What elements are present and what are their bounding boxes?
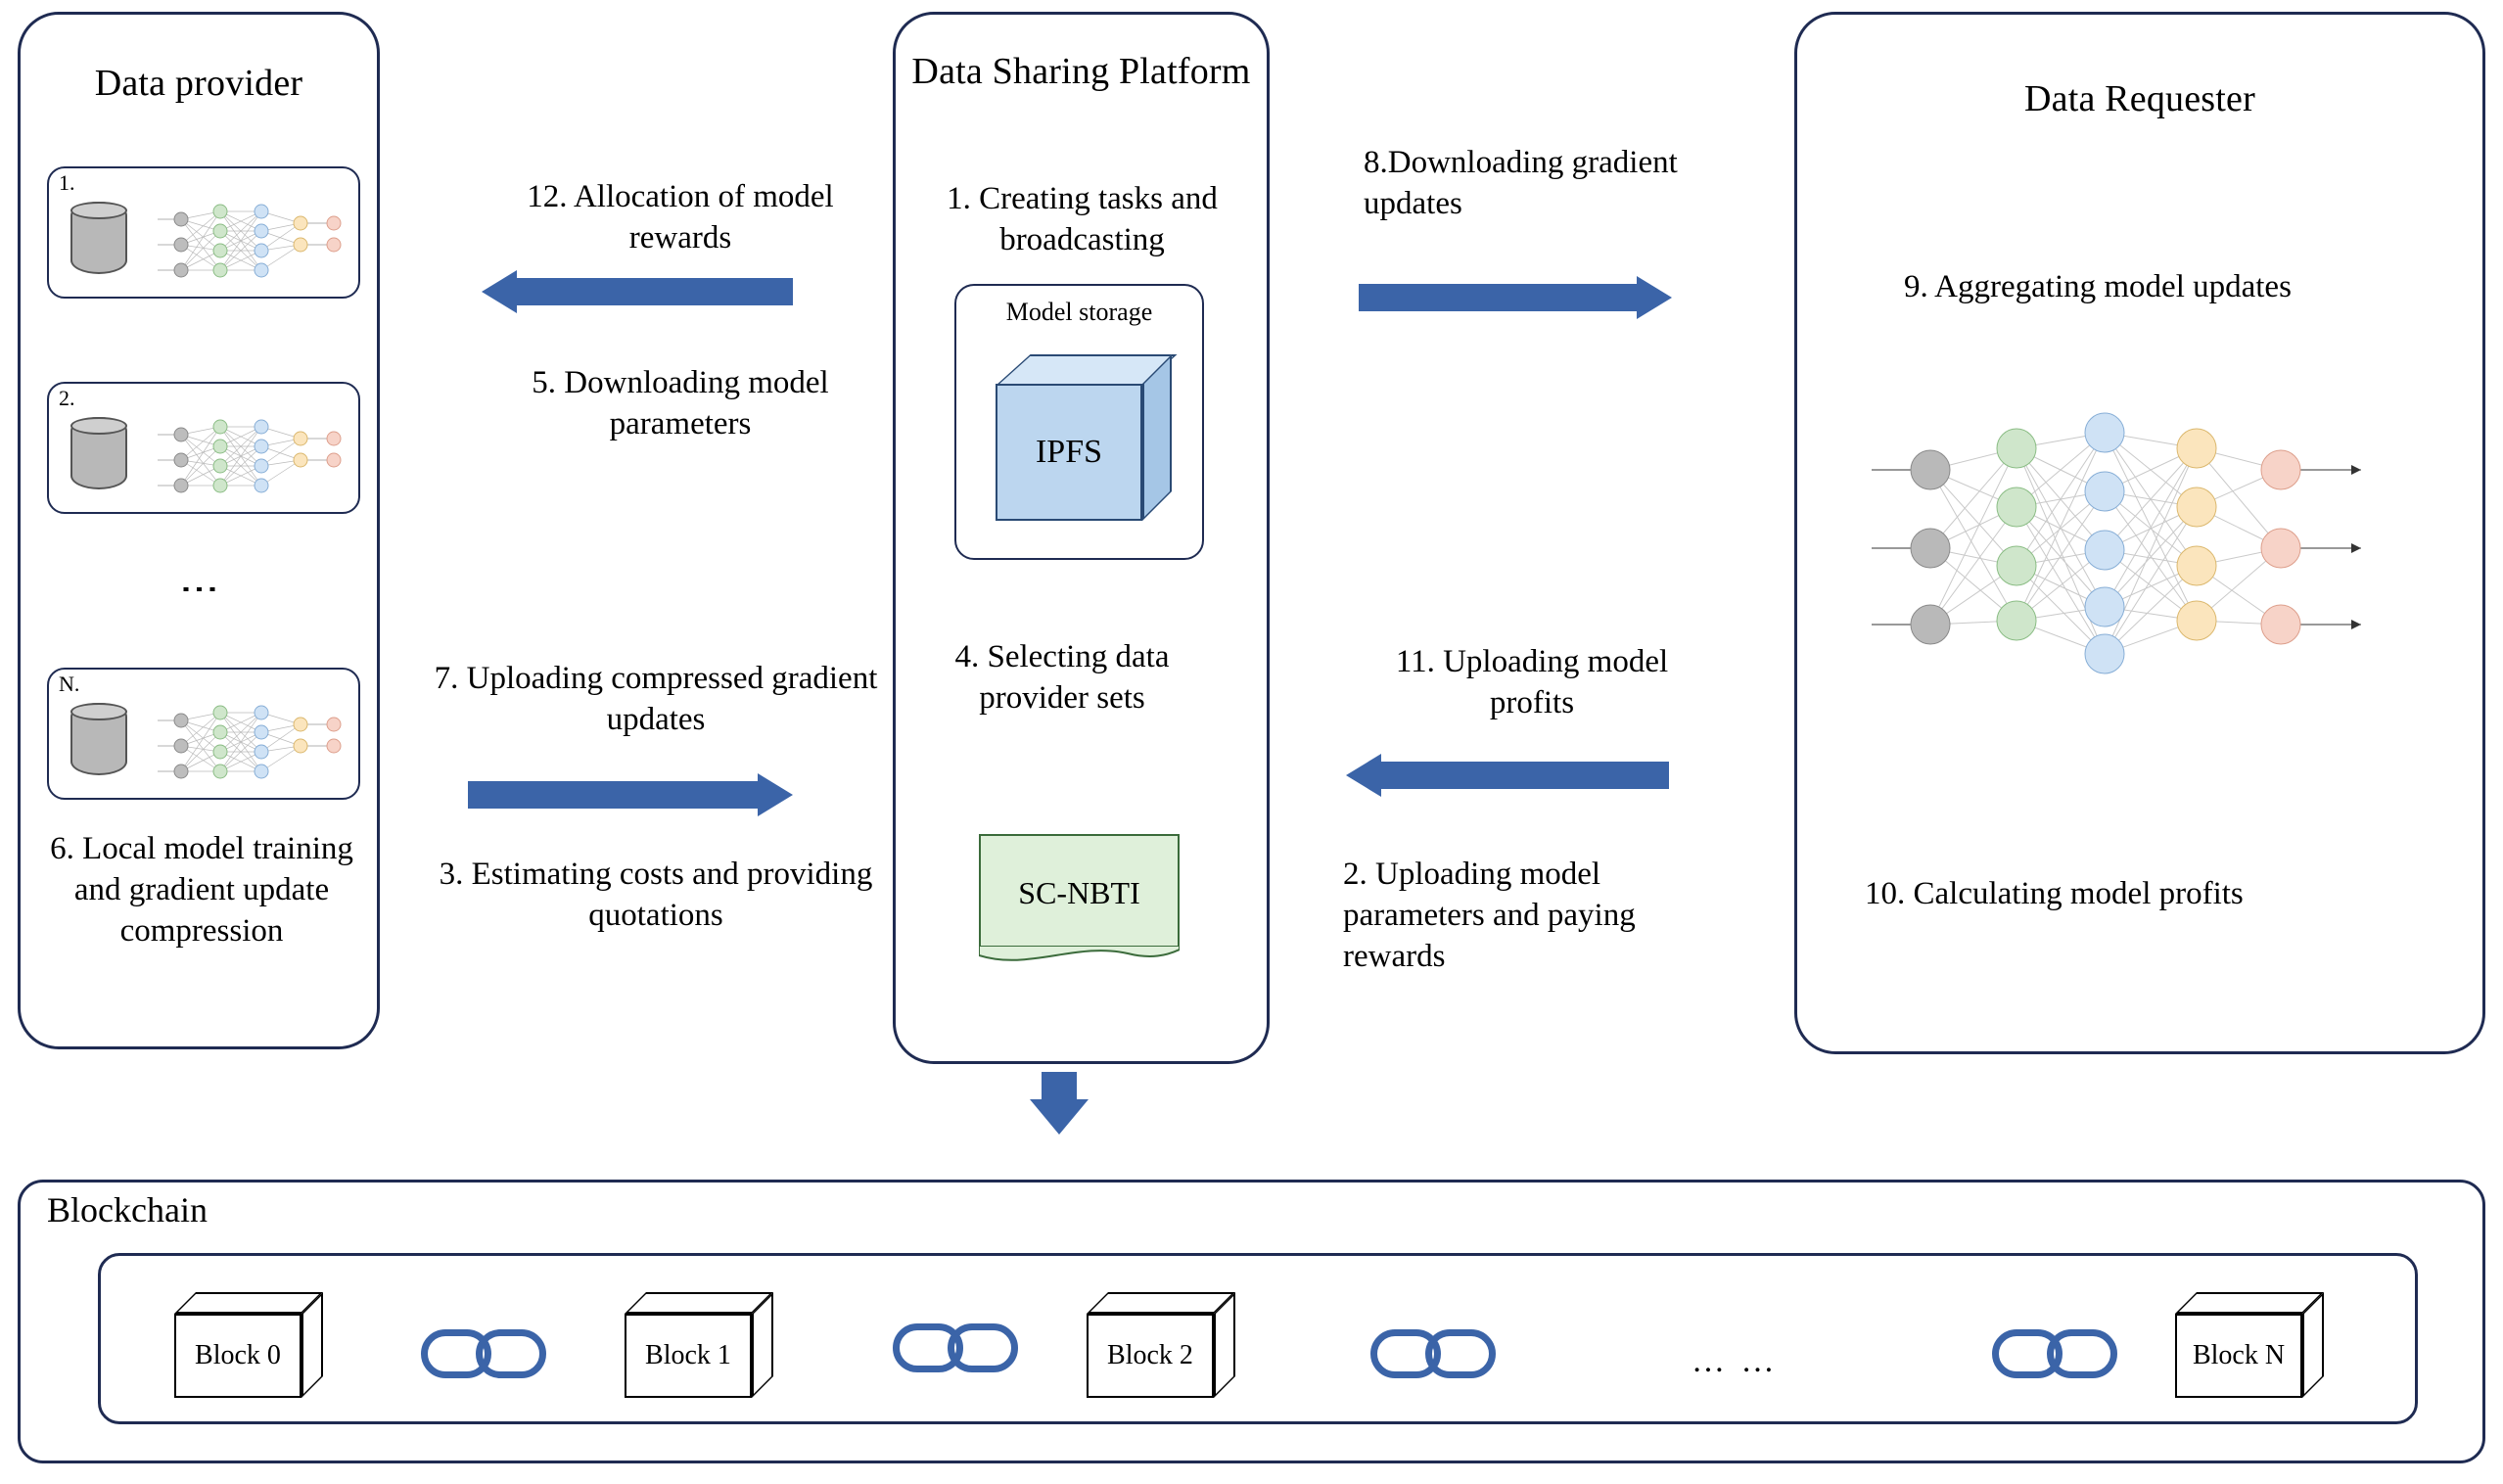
provider-card-1-index: 1.: [59, 170, 75, 195]
panel-title-platform: Data Sharing Platform: [911, 51, 1251, 92]
blockchain-title: Blockchain: [47, 1190, 208, 1229]
neural-network-icon: [152, 409, 348, 511]
arrow-provider-to-platform: [468, 773, 793, 816]
block-top-face: [174, 1292, 323, 1314]
arrow-shaft: [1379, 762, 1669, 789]
block-0: [174, 1292, 323, 1398]
arrow-head-right: [1637, 276, 1672, 319]
block-2: [1087, 1292, 1235, 1398]
blockchain-ellipsis: … …: [1692, 1343, 1779, 1379]
block-n: [2175, 1292, 2324, 1398]
arrow-requester-to-platform: [1346, 754, 1669, 797]
requester-neural-network-icon: [1860, 411, 2408, 685]
arrow-head-down: [1030, 1099, 1089, 1135]
arrow-platform-to-provider-top: [482, 270, 793, 313]
smart-contract-doc-wave: [979, 946, 1180, 967]
block-label: Block N: [2175, 1314, 2302, 1398]
model-storage-label: Model storage: [1005, 298, 1153, 326]
step-11-label: 11. Uploading model profits: [1395, 644, 1669, 721]
arrow-shaft: [1359, 284, 1639, 311]
ipfs-label-text: IPFS: [996, 384, 1142, 521]
block-1: [625, 1292, 773, 1398]
database-icon: [70, 703, 127, 775]
panel-title-requester: Data Requester: [2024, 78, 2255, 119]
block-top-face: [1087, 1292, 1235, 1314]
model-storage-card: [954, 284, 1204, 560]
arrow-head-left: [482, 270, 517, 313]
chain-link-icon: [1370, 1329, 1507, 1380]
provider-vertical-ellipsis: ⋮: [178, 570, 222, 609]
block-label: Block 1: [625, 1314, 752, 1398]
chain-link-right: [1425, 1329, 1496, 1378]
arrow-shaft: [468, 781, 760, 809]
neural-network-icon: [152, 194, 348, 296]
neural-network-icon: [152, 695, 348, 797]
provider-card-2: [47, 382, 360, 514]
arrow-shaft: [1042, 1072, 1077, 1101]
step-2-label: 2. Uploading model parameters and paying rewards: [1343, 857, 1636, 975]
block-top-face: [625, 1292, 773, 1314]
smart-contract-doc: SC-NBTI: [979, 834, 1180, 950]
chain-link-icon: [893, 1323, 1030, 1374]
chain-link-right: [476, 1329, 546, 1378]
ipfs-cube-icon: [996, 354, 1142, 501]
step-12-label: 12. Allocation of model rewards: [527, 179, 834, 256]
chain-link-right: [2047, 1329, 2117, 1378]
provider-card-n-index: N.: [59, 672, 80, 696]
chain-link-icon: [1992, 1329, 2129, 1380]
provider-card-2-index: 2.: [59, 386, 75, 410]
provider-caption: 6. Local model training and gradient update compression: [50, 831, 353, 950]
step-10-label: 10. Calculating model profits: [1865, 876, 2244, 911]
step-8-label: 8.Downloading gradient updates: [1364, 145, 1678, 222]
step-9-label: 9. Aggregating model updates: [1904, 269, 2292, 304]
step-3-label: 3. Estimating costs and providing quotations: [439, 857, 873, 934]
provider-card-1: [47, 166, 360, 299]
arrow-head-left: [1346, 754, 1381, 797]
database-icon: [70, 417, 127, 489]
block-top-face: [2175, 1292, 2324, 1314]
block-label: Block 2: [1087, 1314, 1214, 1398]
arrow-shaft: [515, 278, 793, 305]
provider-card-n: [47, 668, 360, 800]
chain-link-right: [948, 1323, 1018, 1372]
block-label: Block 0: [174, 1314, 301, 1398]
step-1-label: 1. Creating tasks and broadcasting: [947, 181, 1218, 258]
database-icon: [70, 202, 127, 274]
step-5-label: 5. Downloading model parameters: [532, 365, 829, 442]
panel-title-data-provider: Data provider: [94, 63, 303, 104]
step-4-label: 4. Selecting data provider sets: [954, 639, 1170, 717]
chain-link-icon: [421, 1329, 558, 1380]
cube-side-face: [1142, 354, 1172, 521]
arrow-head-right: [758, 773, 793, 816]
step-7-label: 7. Uploading compressed gradient updates: [434, 661, 878, 738]
arrow-platform-to-requester: [1359, 276, 1672, 319]
